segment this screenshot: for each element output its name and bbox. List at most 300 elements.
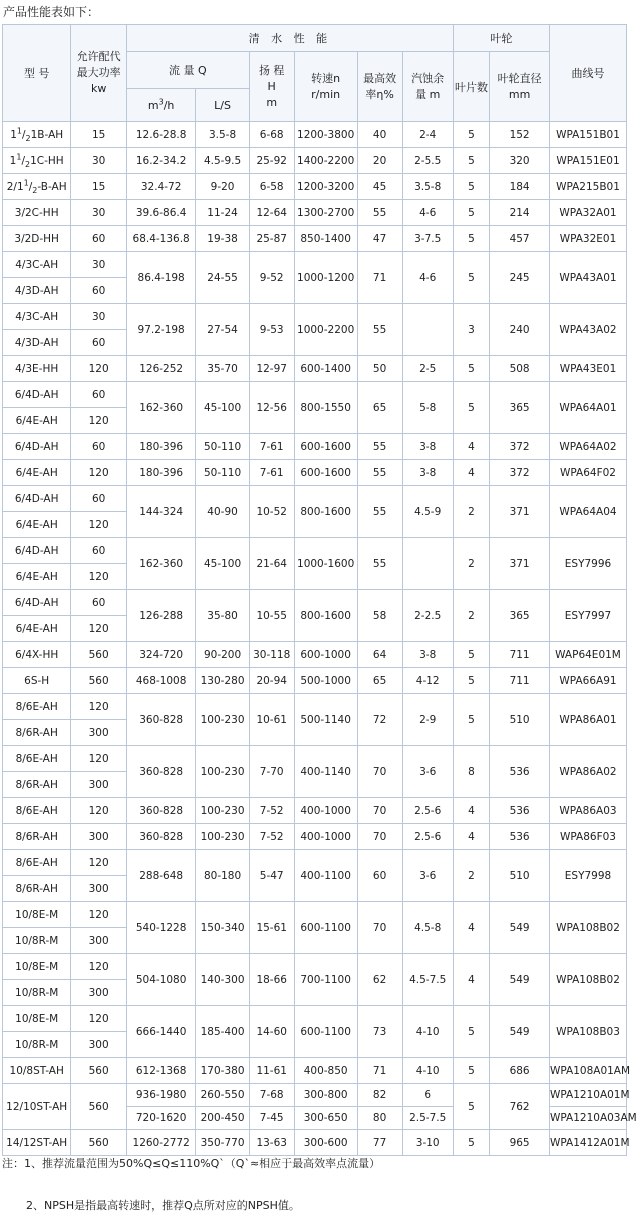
table-cell: 8/6R-AH [3, 876, 71, 902]
table-cell: 30 [71, 148, 127, 174]
table-cell: 600-1600 [294, 434, 357, 460]
table-cell: 1000-1200 [294, 252, 357, 304]
table-cell: 60 [71, 590, 127, 616]
table-cell: 184 [490, 174, 550, 200]
table-cell: 10-61 [249, 694, 294, 746]
table-cell: 536 [490, 824, 550, 850]
table-row [3, 590, 627, 616]
table-cell: 700-1100 [294, 954, 357, 1006]
table-cell: 468-1008 [126, 668, 195, 694]
table-row [3, 226, 627, 252]
table-cell: 80 [357, 1107, 402, 1130]
table-cell: 40 [357, 122, 402, 148]
table-cell: 8/6E-AH [3, 694, 71, 720]
model-header: 型 号 [3, 25, 71, 122]
table-cell: 60 [71, 278, 127, 304]
table-cell: 6/4D-AH [3, 538, 71, 564]
table-cell: 10/8ST-AH [3, 1058, 71, 1084]
table-row [3, 824, 627, 850]
table-cell: WPA86A01 [550, 694, 627, 746]
table-cell: 762 [490, 1084, 550, 1130]
table-cell: 126-252 [126, 356, 195, 382]
table-cell: 120 [71, 1006, 127, 1032]
table-cell: 2.5-6 [402, 798, 453, 824]
table-row [3, 122, 627, 148]
table-cell: 10/8E-M [3, 1006, 71, 1032]
table-cell: 510 [490, 694, 550, 746]
table-cell: 400-1000 [294, 798, 357, 824]
table-cell: 540-1228 [126, 902, 195, 954]
table-cell: 8/6R-AH [3, 720, 71, 746]
table-cell: WPA215B01 [550, 174, 627, 200]
diameter-header: 叶轮直径 mm [490, 52, 550, 122]
table-cell: 7-68 [249, 1084, 294, 1107]
table-cell: 4/3C-AH [3, 252, 71, 278]
table-cell: 30 [71, 200, 127, 226]
table-cell: 320 [490, 148, 550, 174]
table-cell: 5 [453, 382, 489, 434]
table-cell: 82 [357, 1084, 402, 1107]
table-row [3, 252, 627, 278]
table-cell: 30-118 [249, 642, 294, 668]
table-cell: 80-180 [196, 850, 249, 902]
table-cell: 60 [71, 486, 127, 512]
table-cell: 3/2D-HH [3, 226, 71, 252]
table-cell: 612-1368 [126, 1058, 195, 1084]
table-cell: 12-97 [249, 356, 294, 382]
table-cell: 300 [71, 824, 127, 850]
table-row [3, 694, 627, 720]
table-cell: 120 [71, 746, 127, 772]
table-row [3, 850, 627, 876]
table-cell: 3 [453, 304, 489, 356]
table-cell: 372 [490, 460, 550, 486]
table-row [3, 1058, 627, 1084]
table-cell: 60 [71, 434, 127, 460]
table-cell: 7-52 [249, 798, 294, 824]
table-cell: 560 [71, 1058, 127, 1084]
table-row [3, 668, 627, 694]
table-cell: 7-45 [249, 1107, 294, 1130]
table-cell: 2 [453, 538, 489, 590]
table-cell: 549 [490, 902, 550, 954]
table-cell: WPA66A91 [550, 668, 627, 694]
table-cell: 16.2-34.2 [126, 148, 195, 174]
model-cell: $1^1/_21C-HH$ [3, 148, 71, 174]
table-cell: 10/8E-M [3, 954, 71, 980]
npsh-header: 汽蚀余 量 m [402, 52, 453, 122]
table-cell: 25-92 [249, 148, 294, 174]
blades-header: 叶片数 [453, 52, 489, 122]
table-cell: 6/4E-AH [3, 460, 71, 486]
table-row [3, 798, 627, 824]
table-cell: 12-64 [249, 200, 294, 226]
table-cell: 180-396 [126, 460, 195, 486]
table-cell: 55 [357, 538, 402, 590]
table-cell: 5 [453, 642, 489, 668]
table-cell: 5 [453, 252, 489, 304]
table-cell: 549 [490, 1006, 550, 1058]
table-cell: 1000-1600 [294, 538, 357, 590]
table-cell: ESY7998 [550, 850, 627, 902]
table-cell: 8/6E-AH [3, 746, 71, 772]
table-cell: 5 [453, 356, 489, 382]
table-cell: 5 [453, 668, 489, 694]
table-cell: 300 [71, 772, 127, 798]
table-cell: 5-47 [249, 850, 294, 902]
table-header [3, 25, 627, 122]
table-cell: 120 [71, 798, 127, 824]
table-cell: 73 [357, 1006, 402, 1058]
table-cell: 371 [490, 538, 550, 590]
table-cell: 60 [71, 538, 127, 564]
table-cell: 120 [71, 564, 127, 590]
table-cell: WPA86A03 [550, 798, 627, 824]
table-cell: 120 [71, 616, 127, 642]
table-cell: 120 [71, 408, 127, 434]
table-cell: 6-68 [249, 122, 294, 148]
table-cell: 4/3D-AH [3, 278, 71, 304]
table-cell: 457 [490, 226, 550, 252]
table-cell: 21-64 [249, 538, 294, 590]
power-header: 允许配代 最大功率 kw [71, 25, 127, 122]
table-cell: 150-340 [196, 902, 249, 954]
table-cell: 8/6R-AH [3, 772, 71, 798]
table-cell: 2 [453, 486, 489, 538]
speed-header: 转速n r/min [294, 52, 357, 122]
table-cell: 5-8 [402, 382, 453, 434]
table-cell: WPA64A01 [550, 382, 627, 434]
table-cell: 711 [490, 668, 550, 694]
table-cell: 4/3C-AH [3, 304, 71, 330]
table-cell: 300-650 [294, 1107, 357, 1130]
table-cell: 170-380 [196, 1058, 249, 1084]
impeller-header: 叶轮 [453, 25, 549, 52]
table-cell [402, 538, 453, 590]
table-cell: WAP64E01M [550, 642, 627, 668]
table-cell: 10/8R-M [3, 928, 71, 954]
table-row [3, 1130, 627, 1156]
table-cell: 10/8E-M [3, 902, 71, 928]
table-cell: 560 [71, 668, 127, 694]
table-cell: 4-10 [402, 1006, 453, 1058]
table-cell: 7-70 [249, 746, 294, 798]
table-cell: 55 [357, 486, 402, 538]
table-cell: 162-360 [126, 382, 195, 434]
table-cell: 55 [357, 434, 402, 460]
flow-unit-ls: L/S [196, 89, 249, 122]
table-cell: 4-6 [402, 200, 453, 226]
table-cell: 504-1080 [126, 954, 195, 1006]
footnotes [2, 1156, 380, 1214]
table-cell: 324-720 [126, 642, 195, 668]
table-cell: 4.5-9.5 [196, 148, 249, 174]
table-cell: 20-94 [249, 668, 294, 694]
table-cell: 90-200 [196, 642, 249, 668]
table-cell: 35-80 [196, 590, 249, 642]
table-cell: 371 [490, 486, 550, 538]
table-cell: 245 [490, 252, 550, 304]
table-cell: 12.6-28.8 [126, 122, 195, 148]
table-cell: 19-38 [196, 226, 249, 252]
table-cell: 70 [357, 746, 402, 798]
table-cell: 6S-H [3, 668, 71, 694]
table-cell: 666-1440 [126, 1006, 195, 1058]
table-cell: 8/6R-AH [3, 824, 71, 850]
table-cell: 288-648 [126, 850, 195, 902]
table-cell: 2.5-7.5 [402, 1107, 453, 1130]
table-cell: 6/4D-AH [3, 486, 71, 512]
table-cell: WPA32A01 [550, 200, 627, 226]
table-cell: WPA64A02 [550, 434, 627, 460]
table-cell: 47 [357, 226, 402, 252]
table-cell: 60 [357, 850, 402, 902]
table-cell: 720-1620 [126, 1107, 195, 1130]
table-cell: WPA86A02 [550, 746, 627, 798]
table-row [3, 1006, 627, 1032]
table-cell: WPA86F03 [550, 824, 627, 850]
table-cell: 1260-2772 [126, 1130, 195, 1156]
table-row [3, 642, 627, 668]
table-cell: 1200-3200 [294, 174, 357, 200]
table-cell: 120 [71, 694, 127, 720]
table-cell: 70 [357, 902, 402, 954]
table-cell: 5 [453, 148, 489, 174]
table-cell: 7-61 [249, 460, 294, 486]
table-cell: 2 [453, 850, 489, 902]
table-cell: 4/3E-HH [3, 356, 71, 382]
table-cell: 508 [490, 356, 550, 382]
table-cell: 5 [453, 174, 489, 200]
table-cell: WPA1412A01M [550, 1130, 627, 1156]
table-cell: 10-55 [249, 590, 294, 642]
table-cell: 936-1980 [126, 1084, 195, 1107]
table-row [3, 382, 627, 408]
note-2: 2、NPSH是指最高转速时，推荐Q点所对应的NPSH值。 [26, 1199, 300, 1212]
table-cell: 1300-2700 [294, 200, 357, 226]
table-cell: 300-600 [294, 1130, 357, 1156]
table-cell: 3-7.5 [402, 226, 453, 252]
table-cell: 6-58 [249, 174, 294, 200]
clear-water-performance-header: 清 水 性 能 [126, 25, 453, 52]
table-cell: 60 [71, 226, 127, 252]
table-cell: 120 [71, 356, 127, 382]
table-cell: 350-770 [196, 1130, 249, 1156]
table-cell: 65 [357, 382, 402, 434]
table-cell: 800-1600 [294, 590, 357, 642]
table-cell: 64 [357, 642, 402, 668]
table-cell: 360-828 [126, 746, 195, 798]
table-cell: 4-10 [402, 1058, 453, 1084]
table-cell: 2 [453, 590, 489, 642]
table-cell: 18-66 [249, 954, 294, 1006]
table-cell: 50 [357, 356, 402, 382]
table-cell: 536 [490, 798, 550, 824]
table-row [3, 486, 627, 512]
table-row [3, 304, 627, 330]
table-cell: 400-1100 [294, 850, 357, 902]
table-cell: 100-230 [196, 694, 249, 746]
table-row [3, 148, 627, 174]
table-cell: 3-6 [402, 746, 453, 798]
table-cell: 300 [71, 1032, 127, 1058]
table-cell: 152 [490, 122, 550, 148]
table-cell: 15 [71, 122, 127, 148]
table-cell: 5 [453, 1130, 489, 1156]
table-cell: WPA108B02 [550, 902, 627, 954]
table-row [3, 200, 627, 226]
table-cell: WPA151B01 [550, 122, 627, 148]
table-cell: 300 [71, 928, 127, 954]
table-cell: 600-1400 [294, 356, 357, 382]
table-row [3, 460, 627, 486]
table-cell: 6/4E-AH [3, 408, 71, 434]
table-cell: 3-8 [402, 642, 453, 668]
flow-header: 流 量 Q [126, 52, 249, 89]
table-row [3, 746, 627, 772]
curve-header: 曲线号 [550, 25, 627, 122]
table-cell: 97.2-198 [126, 304, 195, 356]
table-cell: 60 [71, 382, 127, 408]
table-row [3, 538, 627, 564]
table-cell: 214 [490, 200, 550, 226]
table-cell: 180-396 [126, 434, 195, 460]
table-row [3, 1084, 627, 1107]
table-cell: 4 [453, 798, 489, 824]
table-cell: 400-1140 [294, 746, 357, 798]
table-row [3, 356, 627, 382]
table-cell: 260-550 [196, 1084, 249, 1107]
table-cell: 45-100 [196, 382, 249, 434]
table-cell: 71 [357, 1058, 402, 1084]
table-cell: 7-52 [249, 824, 294, 850]
table-cell: 2-2.5 [402, 590, 453, 642]
table-cell: 7-61 [249, 434, 294, 460]
table-cell: 300 [71, 876, 127, 902]
table-cell: 50-110 [196, 434, 249, 460]
table-cell: 55 [357, 460, 402, 486]
table-cell: 4 [453, 824, 489, 850]
table-cell: 3-8 [402, 434, 453, 460]
table-cell: 3.5-8 [402, 174, 453, 200]
table-cell: 3-8 [402, 460, 453, 486]
table-cell: 560 [71, 642, 127, 668]
table-cell: 8 [453, 746, 489, 798]
table-cell: 2-9 [402, 694, 453, 746]
table-cell: 510 [490, 850, 550, 902]
table-cell: 8/6E-AH [3, 798, 71, 824]
table-cell: 5 [453, 1084, 489, 1130]
table-cell: 126-288 [126, 590, 195, 642]
table-cell: 360-828 [126, 798, 195, 824]
table-cell: 600-1100 [294, 1006, 357, 1058]
table-cell: 120 [71, 460, 127, 486]
table-cell: 15 [71, 174, 127, 200]
table-cell: WPA1210A01M [550, 1084, 627, 1107]
table-cell: 86.4-198 [126, 252, 195, 304]
table-cell: 55 [357, 200, 402, 226]
table-cell: 100-230 [196, 798, 249, 824]
table-cell: 11-61 [249, 1058, 294, 1084]
table-cell: 200-450 [196, 1107, 249, 1130]
table-cell: 500-1140 [294, 694, 357, 746]
page-title: 产品性能表如下： [3, 5, 100, 19]
table-cell: 6/4E-AH [3, 616, 71, 642]
table-cell: 6/4E-AH [3, 564, 71, 590]
table-cell: 120 [71, 850, 127, 876]
table-cell: 70 [357, 824, 402, 850]
table-cell: 2-4 [402, 122, 453, 148]
table-cell: 3-10 [402, 1130, 453, 1156]
table-cell: WPA151E01 [550, 148, 627, 174]
table-body [3, 122, 637, 1156]
table-cell: 560 [71, 1084, 127, 1130]
table-cell: 549 [490, 954, 550, 1006]
table-cell: 5 [453, 226, 489, 252]
table-cell: 3/2C-HH [3, 200, 71, 226]
table-cell: 6/4D-AH [3, 434, 71, 460]
table-cell: 4.5-9 [402, 486, 453, 538]
table-cell: 58 [357, 590, 402, 642]
table-cell: 560 [71, 1130, 127, 1156]
table-cell: 1000-2200 [294, 304, 357, 356]
table-cell: 1200-3800 [294, 122, 357, 148]
table-cell: 45 [357, 174, 402, 200]
table-row [3, 434, 627, 460]
table-cell: 9-52 [249, 252, 294, 304]
performance-table [2, 24, 637, 1156]
table-cell: 6/4D-AH [3, 382, 71, 408]
table-cell: 15-61 [249, 902, 294, 954]
table-cell: 13-63 [249, 1130, 294, 1156]
table-cell: 3-6 [402, 850, 453, 902]
table-cell: 25-87 [249, 226, 294, 252]
table-cell: 68.4-136.8 [126, 226, 195, 252]
table-cell: 4 [453, 434, 489, 460]
table-cell: 2-5 [402, 356, 453, 382]
table-cell: 4-6 [402, 252, 453, 304]
table-cell: 10/8R-M [3, 980, 71, 1006]
table-cell: 600-1000 [294, 642, 357, 668]
table-cell: 4 [453, 902, 489, 954]
table-cell: 365 [490, 382, 550, 434]
table-cell: 8/6E-AH [3, 850, 71, 876]
table-cell: 400-1000 [294, 824, 357, 850]
table-cell: 2.5-6 [402, 824, 453, 850]
table-cell: WPA108B03 [550, 1006, 627, 1058]
table-cell: 11-24 [196, 200, 249, 226]
table-cell: 6/4X-HH [3, 642, 71, 668]
table-cell: 185-400 [196, 1006, 249, 1058]
table-cell: 4-12 [402, 668, 453, 694]
table-cell: 60 [71, 330, 127, 356]
table-cell: 130-280 [196, 668, 249, 694]
table-cell: 71 [357, 252, 402, 304]
table-cell: 2-5.5 [402, 148, 453, 174]
table-cell: 365 [490, 590, 550, 642]
table-cell: WPA64A04 [550, 486, 627, 538]
table-cell: 10/8R-M [3, 1032, 71, 1058]
table-cell: 27-54 [196, 304, 249, 356]
table-cell: 50-110 [196, 460, 249, 486]
table-cell: 100-230 [196, 824, 249, 850]
table-cell: WPA64F02 [550, 460, 627, 486]
efficiency-header: 最高效 率η% [357, 52, 402, 122]
table-cell: 45-100 [196, 538, 249, 590]
table-cell: 30 [71, 304, 127, 330]
table-cell: 965 [490, 1130, 550, 1156]
table-cell: 5 [453, 1058, 489, 1084]
